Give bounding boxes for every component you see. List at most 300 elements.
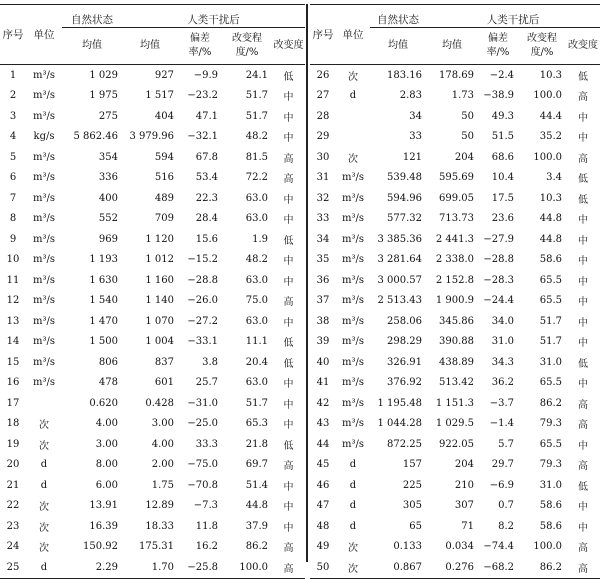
alteration-degree-cell: 11.1: [245, 336, 268, 348]
unit-cell: d: [40, 561, 48, 573]
header-unit: 单位: [26, 5, 62, 65]
table-row: [0, 250, 305, 271]
deviation-cell: 34.0: [491, 315, 514, 327]
human-mean-cell: 175.31: [139, 541, 174, 553]
deviation-cell: −38.9: [483, 90, 514, 102]
natural-mean-cell: 150.92: [83, 541, 118, 553]
deviation-cell: −74.4: [483, 541, 514, 553]
natural-mean-cell: 552: [98, 213, 118, 225]
human-mean-cell: 1.73: [451, 90, 474, 102]
table-row: [0, 229, 305, 250]
natural-mean-cell: 594.96: [387, 192, 422, 204]
table-row: [310, 188, 600, 209]
human-mean-cell: 12.89: [145, 500, 174, 512]
unit-cell: 次: [39, 420, 49, 432]
seq-cell: 47: [316, 500, 330, 512]
header-alteration-degree-pct: 改变程 度/%: [222, 28, 272, 65]
seq-cell: 44: [316, 438, 330, 450]
natural-mean-cell: 33: [409, 131, 422, 143]
human-mean-cell: 178.69: [439, 69, 474, 81]
deviation-cell: −2.4: [489, 69, 514, 81]
alteration-degree-cell: 10.3: [539, 69, 562, 81]
unit-cell: m³/s: [342, 336, 364, 348]
deviation-cell: −1.4: [489, 418, 514, 430]
deviation-cell: 15.6: [195, 233, 218, 245]
alteration-level-cell: 中: [578, 502, 588, 514]
alteration-degree-cell: 51.7: [539, 315, 562, 327]
seq-cell: 5: [9, 151, 17, 163]
human-mean-cell: 404: [154, 110, 174, 122]
table-row: [0, 291, 305, 312]
deviation-cell: −23.2: [187, 90, 218, 102]
alteration-degree-cell: 63.0: [245, 315, 268, 327]
table-row: [0, 86, 305, 107]
alteration-level-cell: 高: [283, 543, 294, 555]
seq-cell: 48: [316, 520, 330, 532]
alteration-level-cell: 低: [578, 194, 588, 206]
natural-mean-cell: 225: [402, 479, 422, 491]
human-mean-cell: 713.73: [439, 213, 474, 225]
table-row: [310, 250, 600, 271]
natural-mean-cell: 539.48: [387, 172, 422, 184]
unit-cell: m³/s: [342, 233, 364, 245]
seq-cell: 35: [316, 254, 330, 266]
human-mean-cell: 307: [454, 500, 474, 512]
seq-cell: 6: [9, 172, 17, 184]
unit-cell: d: [40, 479, 48, 491]
alteration-level-cell: 中: [283, 502, 294, 514]
alteration-degree-cell: 65.5: [539, 438, 562, 450]
table-row: [0, 65, 305, 86]
natural-mean-cell: 3 385.36: [377, 233, 422, 245]
alteration-level-cell: 中: [578, 133, 588, 145]
deviation-cell: −25.8: [187, 561, 218, 573]
unit-cell: d: [349, 520, 357, 532]
natural-mean-cell: 336: [98, 172, 118, 184]
header-deviation-rate: 偏差 率/%: [178, 28, 222, 65]
table-right-body: [310, 65, 600, 579]
alteration-level-cell: 低: [578, 174, 588, 186]
alteration-level-cell: 高: [578, 563, 588, 575]
alteration-level-cell: 中: [283, 399, 294, 411]
human-mean-cell: 18.33: [145, 520, 174, 532]
table-right-half: [310, 4, 600, 579]
unit-cell: m³/s: [342, 315, 364, 327]
human-mean-cell: 204: [454, 151, 474, 163]
alteration-degree-cell: 44.8: [539, 213, 562, 225]
human-mean-cell: 1 004: [145, 336, 174, 348]
table-row: [310, 393, 600, 414]
natural-mean-cell: 65: [409, 520, 422, 532]
unit-cell: m³/s: [33, 356, 55, 368]
table-row: [0, 168, 305, 189]
natural-mean-cell: 2 513.43: [377, 295, 422, 307]
table-row: [310, 168, 600, 189]
header-human-mean: 均值: [122, 28, 178, 65]
alteration-degree-cell: 100.0: [533, 90, 562, 102]
seq-cell: 39: [316, 336, 330, 348]
human-mean-cell: 1 160: [145, 274, 174, 286]
alteration-degree-cell: 58.6: [539, 254, 562, 266]
alteration-degree-cell: 21.8: [245, 438, 268, 450]
seq-cell: 37: [316, 295, 330, 307]
seq-cell: 10: [6, 254, 20, 266]
deviation-cell: −3.7: [489, 397, 514, 409]
seq-cell: 15: [6, 356, 20, 368]
table-row: [0, 270, 305, 291]
deviation-cell: 51.5: [491, 131, 514, 143]
table-row: [310, 475, 600, 496]
human-mean-cell: 516: [154, 172, 174, 184]
alteration-level-cell: 中: [283, 379, 294, 391]
table-row: [0, 147, 305, 168]
seq-cell: 46: [316, 479, 330, 491]
deviation-cell: 28.4: [195, 213, 218, 225]
table-row: [0, 393, 305, 414]
unit-cell: [336, 127, 370, 148]
human-mean-cell: 1 517: [145, 90, 174, 102]
alteration-level-cell: 中: [283, 215, 294, 227]
alteration-degree-cell: 65.5: [539, 295, 562, 307]
unit-cell: m³/s: [342, 254, 364, 266]
header-seq: 序号: [310, 5, 336, 65]
unit-cell: m³/s: [342, 213, 364, 225]
unit-cell: m³/s: [33, 151, 55, 163]
alteration-degree-cell: 20.4: [245, 356, 268, 368]
header-natural-state: 自然状态: [370, 5, 426, 28]
header-natural-mean: 均值: [62, 28, 122, 65]
unit-cell: m³/s: [33, 69, 55, 81]
unit-cell: m³/s: [33, 233, 55, 245]
table-left-half: [0, 4, 305, 579]
unit-cell: m³/s: [33, 315, 55, 327]
deviation-cell: −28.3: [483, 274, 514, 286]
unit-cell: [336, 106, 370, 127]
human-mean-cell: 1 070: [145, 315, 174, 327]
deviation-cell: −68.2: [483, 561, 514, 573]
unit-cell: 次: [348, 71, 358, 83]
deviation-cell: 23.6: [491, 213, 514, 225]
alteration-degree-cell: 3.4: [546, 172, 562, 184]
human-mean-cell: 3.00: [151, 418, 174, 430]
unit-cell: [26, 393, 62, 414]
alteration-level-cell: 中: [283, 420, 294, 432]
alteration-level-cell: 中: [578, 215, 588, 227]
alteration-level-cell: 中: [578, 235, 588, 247]
natural-mean-cell: 121: [402, 151, 422, 163]
table-row: [310, 373, 600, 394]
table-row: [0, 434, 305, 455]
deviation-cell: −27.2: [187, 315, 218, 327]
alteration-level-cell: 中: [578, 379, 588, 391]
seq-cell: 14: [6, 336, 20, 348]
natural-mean-cell: 0.620: [89, 397, 118, 409]
alteration-degree-cell: 86.2: [539, 397, 562, 409]
unit-cell: m³/s: [33, 254, 55, 266]
alteration-degree-cell: 65.5: [539, 377, 562, 389]
alteration-degree-cell: 1.9: [252, 233, 268, 245]
human-mean-cell: 837: [154, 356, 174, 368]
human-mean-cell: 438.89: [439, 356, 474, 368]
header-human-mean: 均值: [426, 28, 478, 65]
deviation-cell: 22.3: [195, 192, 218, 204]
human-mean-cell: 927: [154, 69, 174, 81]
alteration-degree-cell: 79.3: [539, 459, 562, 471]
human-mean-cell: 71: [461, 520, 474, 532]
human-mean-cell: 4.00: [151, 438, 174, 450]
deviation-cell: −27.9: [483, 233, 514, 245]
table-row: [0, 414, 305, 435]
seq-cell: 1: [9, 69, 17, 81]
alteration-degree-cell: 63.0: [245, 377, 268, 389]
unit-cell: m³/s: [342, 418, 364, 430]
seq-cell: 43: [316, 418, 330, 430]
deviation-cell: −28.8: [483, 254, 514, 266]
unit-cell: d: [349, 90, 357, 102]
table-row: [310, 229, 600, 250]
deviation-cell: 31.0: [491, 336, 514, 348]
human-mean-cell: 709: [154, 213, 174, 225]
alteration-level-cell: 中: [578, 112, 588, 124]
alteration-degree-cell: 51.7: [245, 110, 268, 122]
deviation-cell: 34.3: [491, 356, 514, 368]
human-mean-cell: 594: [154, 151, 174, 163]
human-mean-cell: 50: [461, 131, 474, 143]
seq-cell: 17: [6, 397, 20, 409]
natural-mean-cell: 1 540: [89, 295, 118, 307]
table-row: [310, 127, 600, 148]
seq-cell: 12: [6, 295, 20, 307]
alteration-level-cell: 中: [283, 112, 294, 124]
table-row: [310, 352, 600, 373]
seq-cell: 31: [316, 172, 330, 184]
seq-cell: 2: [9, 90, 17, 102]
seq-cell: 32: [316, 192, 330, 204]
table-row: [0, 106, 305, 127]
human-mean-cell: 1 120: [145, 233, 174, 245]
alteration-level-cell: 中: [283, 317, 294, 329]
unit-cell: m³/s: [342, 356, 364, 368]
deviation-cell: −33.1: [187, 336, 218, 348]
unit-cell: 次: [348, 563, 358, 575]
alteration-level-cell: 中: [578, 256, 588, 268]
table-row: [310, 291, 600, 312]
human-mean-cell: 1.75: [151, 479, 174, 491]
table-row: [0, 496, 305, 517]
human-mean-cell: 1 900.9: [435, 295, 474, 307]
human-mean-cell: 345.86: [439, 315, 474, 327]
natural-mean-cell: 1 193: [89, 254, 118, 266]
table-row: [0, 311, 305, 332]
alteration-level-cell: 中: [578, 338, 588, 350]
deviation-cell: 53.4: [195, 172, 218, 184]
alteration-level-cell: 中: [578, 297, 588, 309]
alteration-level-cell: 中: [578, 522, 588, 534]
table-row: [0, 332, 305, 353]
alteration-degree-cell: 35.2: [539, 131, 562, 143]
seq-cell: 7: [9, 192, 17, 204]
table-row: [310, 332, 600, 353]
natural-mean-cell: 326.91: [387, 356, 422, 368]
alteration-level-cell: 高: [578, 420, 588, 432]
table-row: [310, 86, 600, 107]
natural-mean-cell: 478: [98, 377, 118, 389]
natural-mean-cell: 2.29: [95, 561, 118, 573]
human-mean-cell: 699.05: [439, 192, 474, 204]
alteration-level-cell: 中: [283, 194, 294, 206]
table-row: [0, 537, 305, 558]
seq-cell: 40: [316, 356, 330, 368]
alteration-level-cell: 高: [578, 461, 588, 473]
unit-cell: m³/s: [33, 90, 55, 102]
deviation-cell: −25.0: [187, 418, 218, 430]
alteration-level-cell: 高: [578, 92, 588, 104]
alteration-level-cell: 低: [283, 71, 294, 83]
seq-cell: 19: [6, 438, 20, 450]
alteration-level-cell: 高: [283, 174, 294, 186]
unit-cell: 次: [39, 522, 49, 534]
table-row: [310, 311, 600, 332]
alteration-degree-cell: 86.2: [245, 541, 268, 553]
human-mean-cell: 204: [454, 459, 474, 471]
table-row: [0, 557, 305, 578]
seq-cell: 22: [6, 500, 20, 512]
unit-cell: m³/s: [342, 438, 364, 450]
table-row: [310, 209, 600, 230]
alteration-level-cell: 低: [283, 235, 294, 247]
seq-cell: 50: [316, 561, 330, 573]
human-mean-cell: 3 979.96: [129, 131, 174, 143]
table-row: [310, 106, 600, 127]
table-row: [310, 270, 600, 291]
table-row: [310, 414, 600, 435]
unit-cell: kg/s: [33, 131, 55, 143]
deviation-cell: −24.4: [483, 295, 514, 307]
deviation-cell: −75.0: [187, 459, 218, 471]
header-alteration-level: 改变度: [272, 28, 305, 65]
seq-cell: 9: [9, 233, 17, 245]
deviation-cell: −70.8: [187, 479, 218, 491]
seq-cell: 34: [316, 233, 330, 245]
unit-cell: m³/s: [342, 397, 364, 409]
deviation-cell: 25.7: [195, 377, 218, 389]
unit-cell: d: [349, 500, 357, 512]
seq-cell: 28: [316, 110, 330, 122]
seq-cell: 16: [6, 377, 20, 389]
unit-cell: 次: [39, 543, 49, 555]
table-row: [0, 209, 305, 230]
unit-cell: m³/s: [33, 192, 55, 204]
alteration-degree-cell: 100.0: [533, 541, 562, 553]
alteration-degree-cell: 75.0: [245, 295, 268, 307]
natural-mean-cell: 6.00: [95, 479, 118, 491]
alteration-level-cell: 低: [283, 358, 294, 370]
deviation-cell: −28.8: [187, 274, 218, 286]
deviation-cell: 67.8: [195, 151, 218, 163]
alteration-level-cell: 低: [578, 481, 588, 493]
natural-mean-cell: 275: [98, 110, 118, 122]
seq-cell: 18: [6, 418, 20, 430]
seq-cell: 38: [316, 315, 330, 327]
table-left-body: [0, 65, 305, 579]
alteration-level-cell: 高: [578, 153, 588, 165]
alteration-degree-cell: 48.2: [245, 131, 268, 143]
natural-mean-cell: 0.133: [393, 541, 422, 553]
alteration-level-cell: 中: [578, 317, 588, 329]
unit-cell: m³/s: [33, 172, 55, 184]
natural-mean-cell: 2.83: [399, 90, 422, 102]
deviation-cell: 29.7: [491, 459, 514, 471]
header-unit: 单位: [336, 5, 370, 65]
seq-cell: 20: [6, 459, 20, 471]
seq-cell: 49: [316, 541, 330, 553]
deviation-cell: −9.9: [193, 69, 218, 81]
alteration-degree-cell: 86.2: [539, 561, 562, 573]
alteration-level-cell: 高: [578, 399, 588, 411]
unit-cell: m³/s: [342, 172, 364, 184]
unit-cell: d: [349, 479, 357, 491]
natural-mean-cell: 1 470: [89, 315, 118, 327]
alteration-level-cell: 中: [283, 481, 294, 493]
human-mean-cell: 2 441.3: [435, 233, 474, 245]
alteration-degree-cell: 58.6: [539, 520, 562, 532]
unit-cell: m³/s: [342, 295, 364, 307]
deviation-cell: −26.0: [187, 295, 218, 307]
human-mean-cell: 50: [461, 110, 474, 122]
seq-cell: 42: [316, 397, 330, 409]
alteration-degree-cell: 51.4: [245, 479, 268, 491]
unit-cell: m³/s: [33, 110, 55, 122]
natural-mean-cell: 5 862.46: [73, 131, 118, 143]
natural-mean-cell: 8.00: [95, 459, 118, 471]
alteration-degree-cell: 58.6: [539, 500, 562, 512]
alteration-level-cell: 中: [283, 256, 294, 268]
seq-cell: 36: [316, 274, 330, 286]
alteration-degree-cell: 63.0: [245, 213, 268, 225]
alteration-degree-cell: 37.9: [245, 520, 268, 532]
natural-mean-cell: 16.39: [89, 520, 118, 532]
human-mean-cell: 1 151.3: [435, 397, 474, 409]
deviation-cell: 36.2: [491, 377, 514, 389]
table-row: [0, 188, 305, 209]
alteration-degree-cell: 79.3: [539, 418, 562, 430]
deviation-cell: 10.4: [491, 172, 514, 184]
alteration-level-cell: 中: [283, 92, 294, 104]
alteration-degree-cell: 31.0: [539, 479, 562, 491]
alteration-level-cell: 中: [283, 133, 294, 145]
alteration-level-cell: 高: [578, 543, 588, 555]
table-row: [310, 147, 600, 168]
seq-cell: 30: [316, 151, 330, 163]
unit-cell: d: [40, 459, 48, 471]
natural-mean-cell: 969: [98, 233, 118, 245]
natural-mean-cell: 305: [402, 500, 422, 512]
natural-mean-cell: 806: [98, 356, 118, 368]
table-row: [0, 475, 305, 496]
unit-cell: m³/s: [33, 336, 55, 348]
deviation-cell: 16.2: [195, 541, 218, 553]
natural-mean-cell: 298.29: [387, 336, 422, 348]
alteration-degree-cell: 51.7: [245, 397, 268, 409]
seq-cell: 33: [316, 213, 330, 225]
human-mean-cell: 2 338.0: [435, 254, 474, 266]
table-row: [310, 557, 600, 578]
natural-mean-cell: 183.16: [387, 69, 422, 81]
table-row: [310, 516, 600, 537]
seq-cell: 13: [6, 315, 20, 327]
alteration-level-cell: 高: [283, 461, 294, 473]
unit-cell: m³/s: [33, 295, 55, 307]
